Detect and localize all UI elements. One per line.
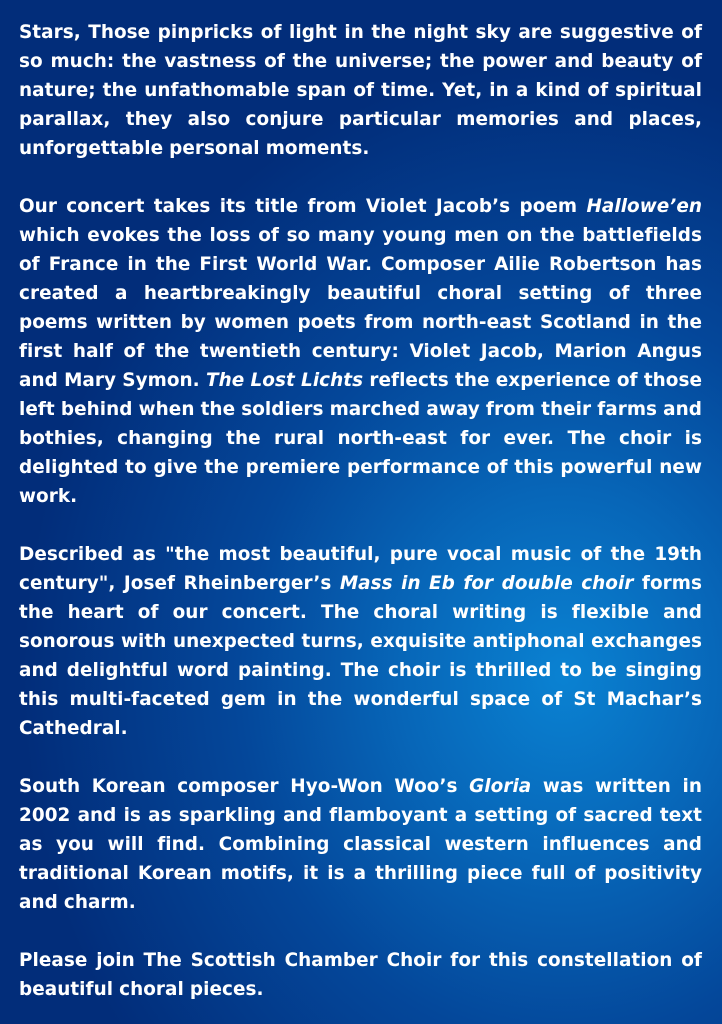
work-title-gloria: Gloria <box>469 776 532 797</box>
text-segment: Our concert takes its title from Violet Jacob’s poem <box>19 196 587 217</box>
text-segment: was written in 2002 and is as sparkling and flamboyant a setting of sacred text as you will find. Combining classical western influences and traditional Korean motifs, it is a thrilling piece full of positivity and charm. <box>19 776 702 913</box>
work-title-halloween: Hallowe’en <box>586 196 702 217</box>
paragraph-intro: Stars, Those pinpricks of light in the night sky are suggestive of so much: the vastness of the universe; the power and beauty of nature; the unfathomable span of time. Yet, in a kind of spiritual parallax, they also conjure particular memories and places, unforgettable personal moments. <box>19 22 702 159</box>
work-title-mass-in-eb: Mass in Eb for double choir <box>339 573 634 594</box>
text-segment: South Korean composer Hyo-Won Woo’s <box>19 776 470 797</box>
text-segment: forms the heart of our concert. The choral writing is flexible and sonorous with unexpected turns, exquisite antiphonal exchanges and delightful word painting. The choir is thrilled to be singing this multi-faceted gem in the wonderful space of St Machar’s Cathedral. <box>19 573 702 739</box>
text-segment: which evokes the loss of so many young men on the battlefields of France in the First World War. Composer Ailie Robertson has created a heartbreakingly beautiful choral setting of three poems written by women poets from north-east Scotland in the first half of the twentieth century: Violet Jacob, Marion Angus and Mary Symon. <box>19 225 702 391</box>
paragraph-lost-lichts <box>19 192 702 511</box>
paragraph-invitation: Please join The Scottish Chamber Choir for this constellation of beautiful choral pieces. <box>19 950 702 1000</box>
paragraph-rheinberger <box>19 540 702 743</box>
text-segment: Described as "the most beautiful, pure vocal music of the 19th century", Josef Rheinberger’s <box>19 544 702 594</box>
work-title-lost-lichts: The Lost Lichts <box>205 370 364 391</box>
paragraph-gloria <box>19 772 702 917</box>
text-segment: reflects the experience of those left behind when the soldiers marched away from their farms and bothies, changing the rural north-east for ever. The choir is delighted to give the premiere performance of this powerful new work. <box>19 370 703 507</box>
